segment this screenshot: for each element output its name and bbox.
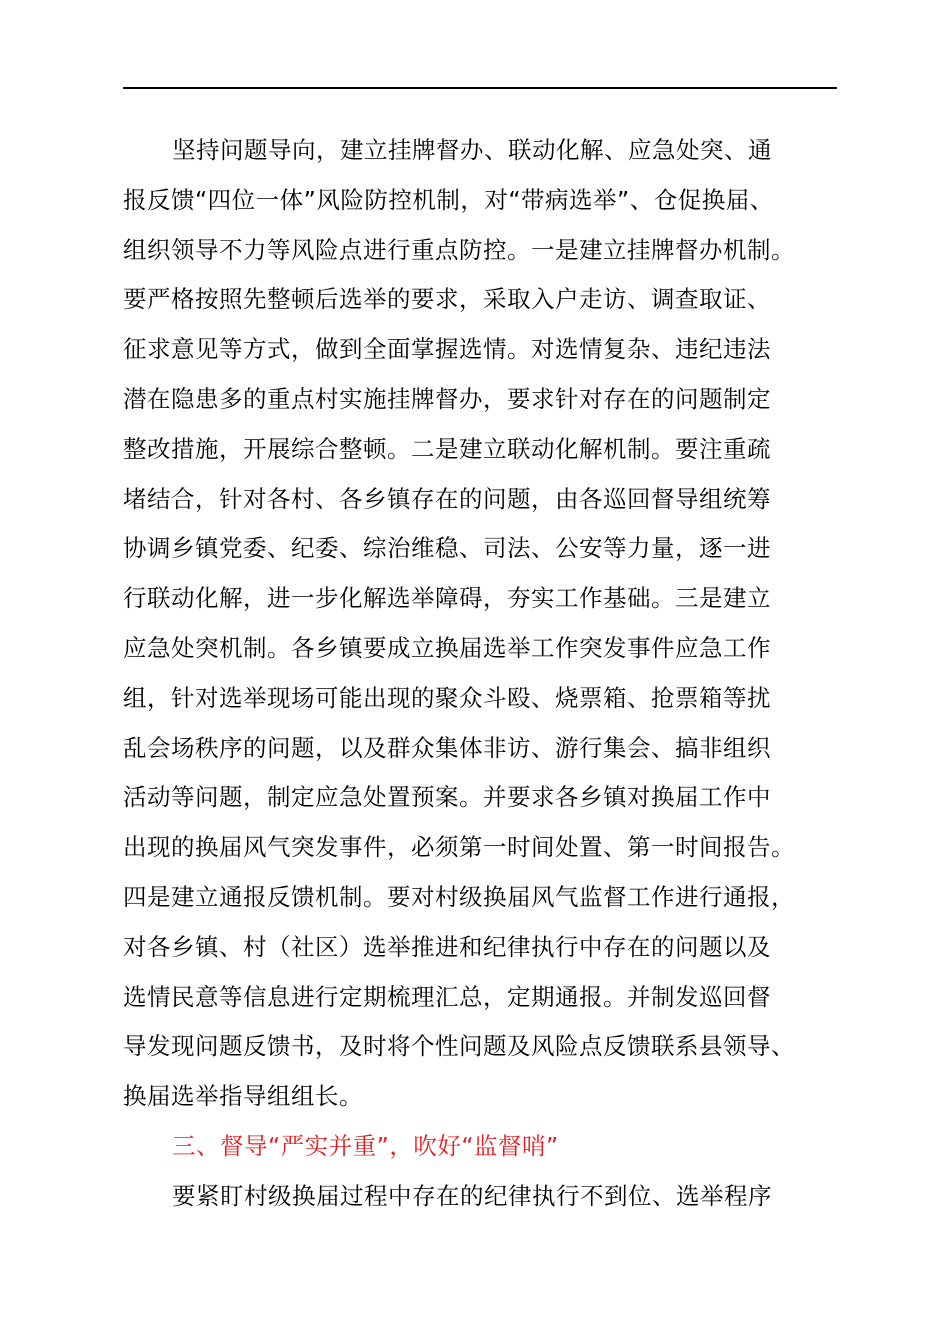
- paragraph-line: 换届选举指导组组长。: [123, 1082, 363, 1111]
- paragraph-line: 协调乡镇党委、纪委、综治维稳、司法、公安等力量，逐一进: [123, 534, 771, 563]
- paragraph-line: 行联动化解，进一步化解选举障碍，夯实工作基础。三是建立: [123, 584, 771, 613]
- paragraph-line: 要严格按照先整顿后选举的要求，采取入户走访、调查取证、: [123, 285, 771, 314]
- paragraph-line: 坚持问题导向，建立挂牌督办、联动化解、应急处突、通: [172, 136, 772, 164]
- paragraph-line: 应急处突机制。各乡镇要成立换届选举工作突发事件应急工作: [123, 633, 771, 662]
- paragraph-line: 整改措施，开展综合整顿。二是建立联动化解机制。要注重疏: [123, 434, 771, 463]
- paragraph-line: 四是建立通报反馈机制。要对村级换届风气监督工作进行通报，: [123, 882, 795, 911]
- paragraph-line: 选情民意等信息进行定期梳理汇总，定期通报。并制发巡回督: [123, 982, 771, 1011]
- section-heading: 三、督导“严实并重”，吹好“监督哨”: [172, 1131, 559, 1160]
- paragraph-line: 组，针对选举现场可能出现的聚众斗殴、烧票箱、抢票箱等扰: [123, 683, 771, 712]
- paragraph-line: 堵结合，针对各村、各乡镇存在的问题，由各巡回督导组统筹: [123, 484, 771, 513]
- header-rule: [123, 87, 837, 89]
- paragraph-line: 乱会场秩序的问题，以及群众集体非访、游行集会、搞非组织: [123, 733, 771, 762]
- paragraph-line: 出现的换届风气突发事件，必须第一时间处置、第一时间报告。: [123, 833, 795, 862]
- paragraph-line: 组织领导不力等风险点进行重点防控。一是建立挂牌督办机制。: [123, 235, 795, 264]
- paragraph-line: 导发现问题反馈书，及时将个性问题及风险点反馈联系县领导、: [123, 1032, 795, 1061]
- paragraph-line: 报反馈“四位一体”风险防控机制，对“带病选举”、仓促换届、: [123, 185, 774, 214]
- paragraph-line: 对各乡镇、村（社区）选举推进和纪律执行中存在的问题以及: [123, 932, 771, 961]
- paragraph-line: 征求意见等方式，做到全面掌握选情。对选情复杂、违纪违法: [123, 335, 771, 364]
- paragraph-line: 要紧盯村级换届过程中存在的纪律执行不到位、选举程序: [172, 1181, 772, 1210]
- paragraph-line: 活动等问题，制定应急处置预案。并要求各乡镇对换届工作中: [123, 783, 771, 812]
- paragraph-line: 潜在隐患多的重点村实施挂牌督办，要求针对存在的问题制定: [123, 384, 771, 413]
- document-body: [123, 126, 883, 1222]
